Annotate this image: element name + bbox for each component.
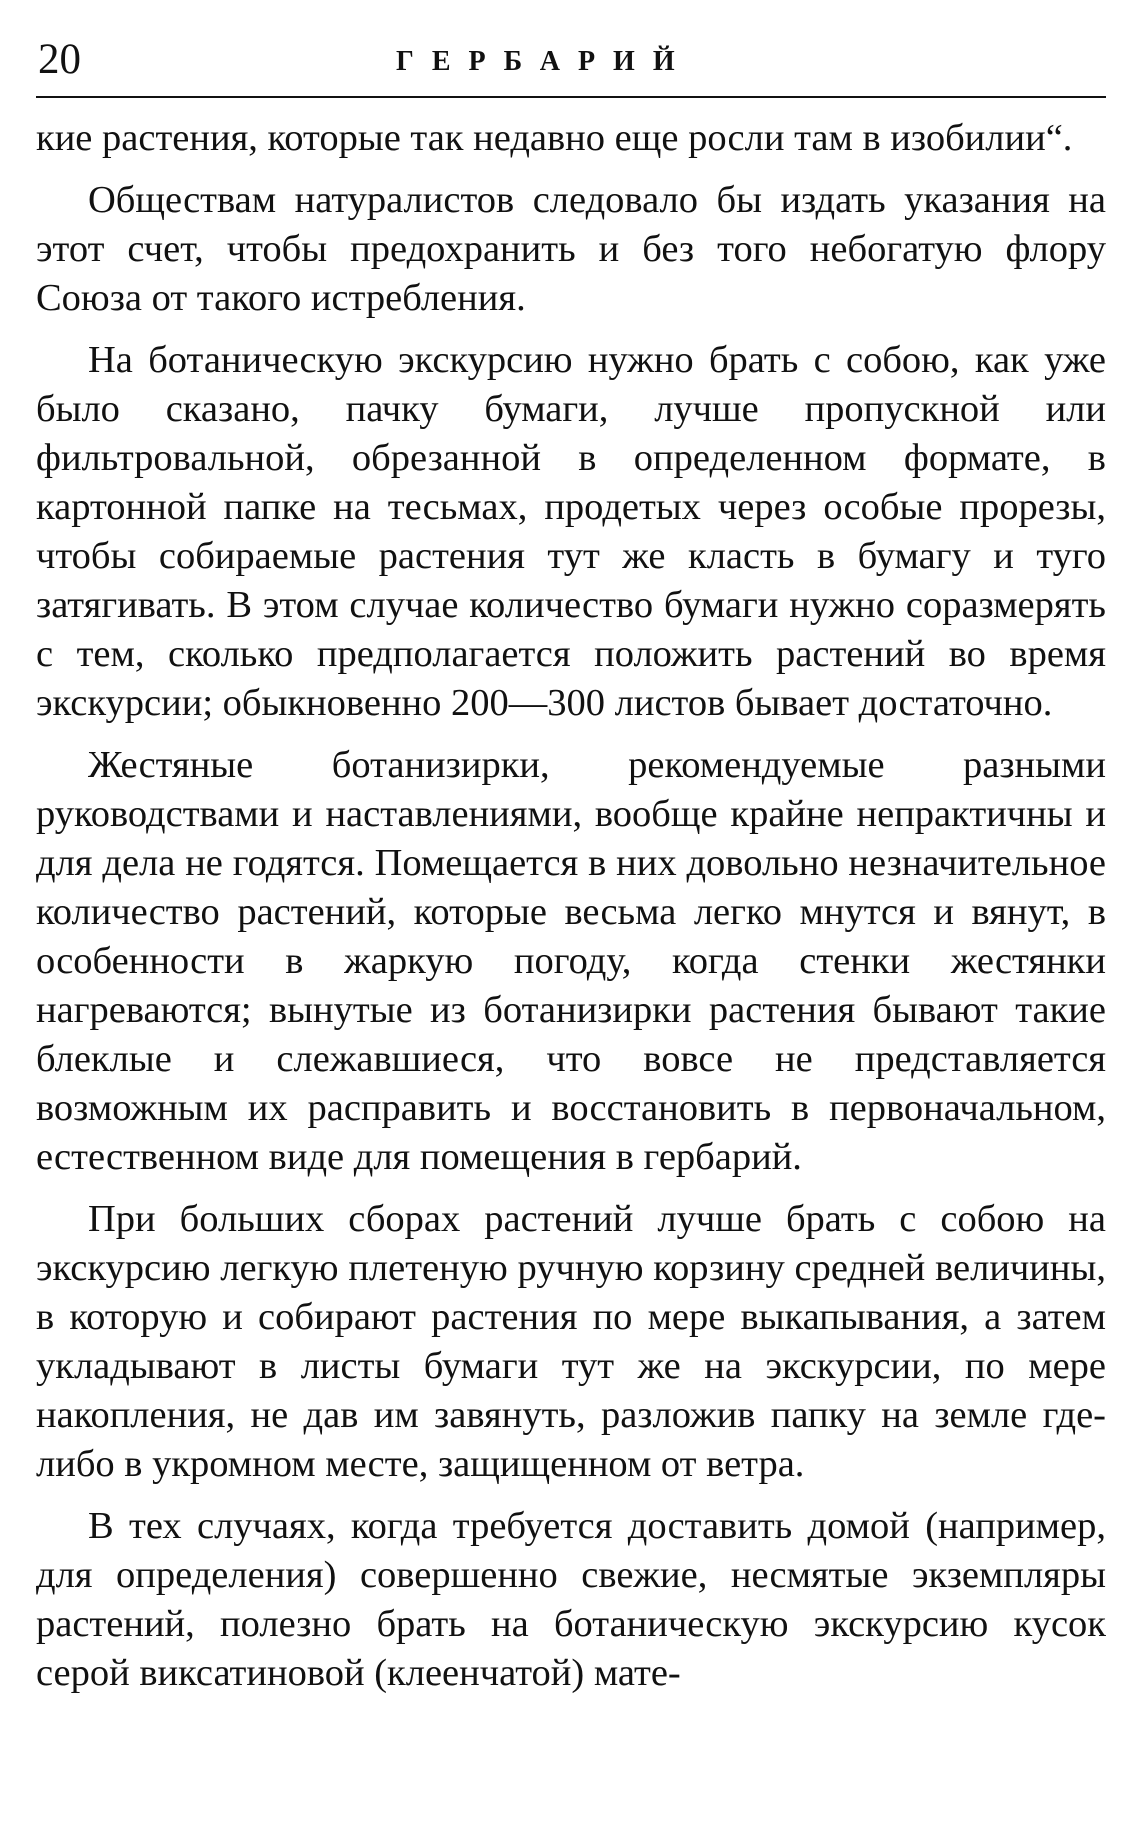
book-page bbox=[36, 30, 1106, 1820]
page-number: 20 bbox=[38, 36, 81, 83]
paragraph-naturalists: Обществам натуралистов следовало бы издать указания на этот счет, чтобы предохранить и без того небогатую флору Союза от такого истребления. bbox=[36, 179, 1106, 319]
page-header bbox=[36, 30, 1106, 98]
paragraph-basket: При больших сборах растений лучше брать с собою на экскурсию легкую плетеную ручную корзину средней величины, в которую и собирают растения по мере выкапывания, а затем укладывают в листы бумаги тут же на экскурсии, по мере накопления, не дав им завянуть, разложив папку на земле где-либо в укромном месте, защищенном от ветра. bbox=[36, 1198, 1106, 1485]
page-body bbox=[36, 98, 1106, 1698]
paragraph-botanizing-tins: Жестяные ботанизирки, рекомендуемые разными руководствами и наставлениями, вообще крайне непрактичны и для дела не годятся. Помещается в них довольно незначительное количество растений, которые весьма легко мнутся и вянут, в особенности в жаркую погоду, когда стенки жестянки нагреваются; вынутые из ботанизирки растения бывают такие блеклые и слежавшиеся, что вовсе не представляется возможным их расправить и восстановить в первоначальном, естественном виде для помещения в гербарий. bbox=[36, 744, 1106, 1178]
paragraph-paper-pack: На ботаническую экскурсию нужно брать с собою, как уже было сказано, пачку бумаги, лучше пропускной или фильтровальной, обрезанной в определенном формате, в картонной папке на тесьмах, продетых через особые прорезы, чтобы собираемые растения тут же класть в бумагу и туго затягивать. В этом случае количество бумаги нужно соразмерять с тем, сколько предполагается положить растений во время экскурсии; обыкновенно 200—300 листов бывает достаточно. bbox=[36, 339, 1106, 724]
paragraph-continued: кие растения, которые так недавно еще росли там в изобилии“. bbox=[36, 117, 1073, 159]
running-title: ГЕРБАРИЙ bbox=[396, 46, 693, 77]
paragraph-fresh-specimens: В тех случаях, когда требуется доставить домой (например, для определения) совершенно свежие, несмятые экземпляры растений, полезно брать на ботаническую экскурсию кусок серой виксатиновой (клеенчатой) мате- bbox=[36, 1505, 1106, 1694]
